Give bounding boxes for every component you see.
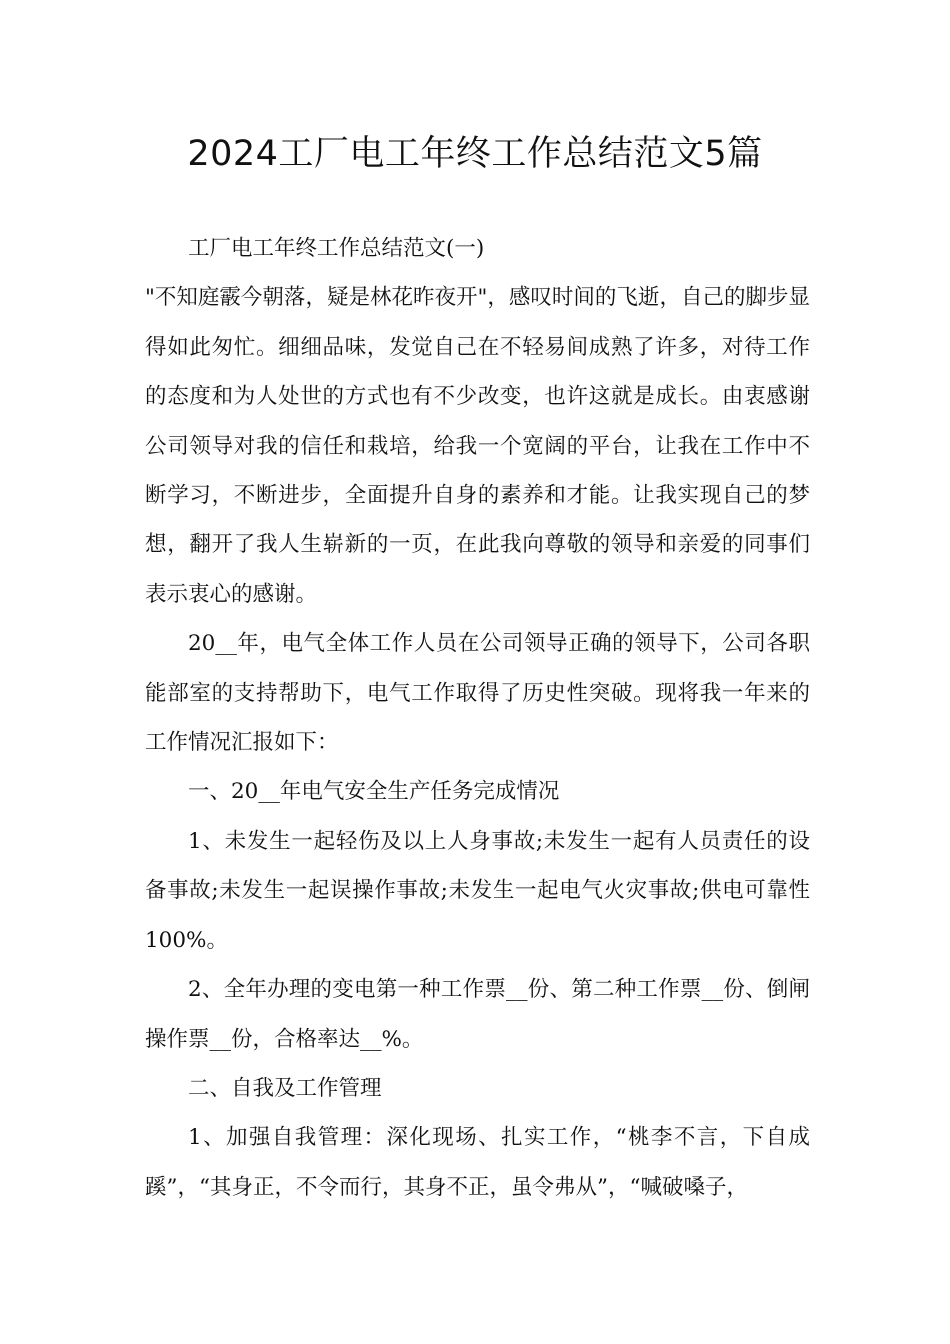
paragraph-overview: 20__年，电气全体工作人员在公司领导正确的领导下，公司各职能部室的支持帮助下，电气工作取得了历史性突破。现将我一年来的工作情况汇报如下： <box>145 631 810 756</box>
section-heading-safety: 一、20__年电气安全生产任务完成情况 <box>188 779 560 805</box>
section-heading-management: 二、自我及工作管理 <box>188 1075 382 1101</box>
paragraph-safety-item-1: 1、未发生一起轻伤及以上人身事故;未发生一起有人员责任的设备事故;未发生一起误操作事故;未发生一起电气火灾事故;供电可靠性100%。 <box>145 828 810 953</box>
section-heading-essay-one: 工厂电工年终工作总结范文(一) <box>188 236 485 261</box>
document-title: 2024工厂电工年终工作总结范文5篇 <box>187 134 763 174</box>
paragraph-management-item-1: 1、加强自我管理：深化现场、扎实工作，“桃李不言，下自成蹊”，“其身正，不令而行，其身不正，虽令弗从”，“喊破嗓子， <box>145 1125 810 1200</box>
paragraph-safety-item-2: 2、全年办理的变电第一种工作票__份、第二种工作票__份、倒闸操作票__份，合格率达__%。 <box>145 977 810 1052</box>
document-body <box>145 224 810 1212</box>
paragraph-intro: "不知庭霰今朝落，疑是林花昨夜开"，感叹时间的飞逝，自己的脚步显得如此匆忙。细细品味，发觉自己在不轻易间成熟了许多，对待工作的态度和为人处世的方式也有不少改变，也许这就是成长。由衷感谢公司领导对我的信任和栽培，给我一个宽阔的平台，让我在工作中不断学习，不断进步，全面提升自身的素养和才能。让我实现自己的梦想，翻开了我人生崭新的一页，在此我向尊敬的领导和亲爱的同事们表示衷心的感谢。 <box>145 285 810 607</box>
